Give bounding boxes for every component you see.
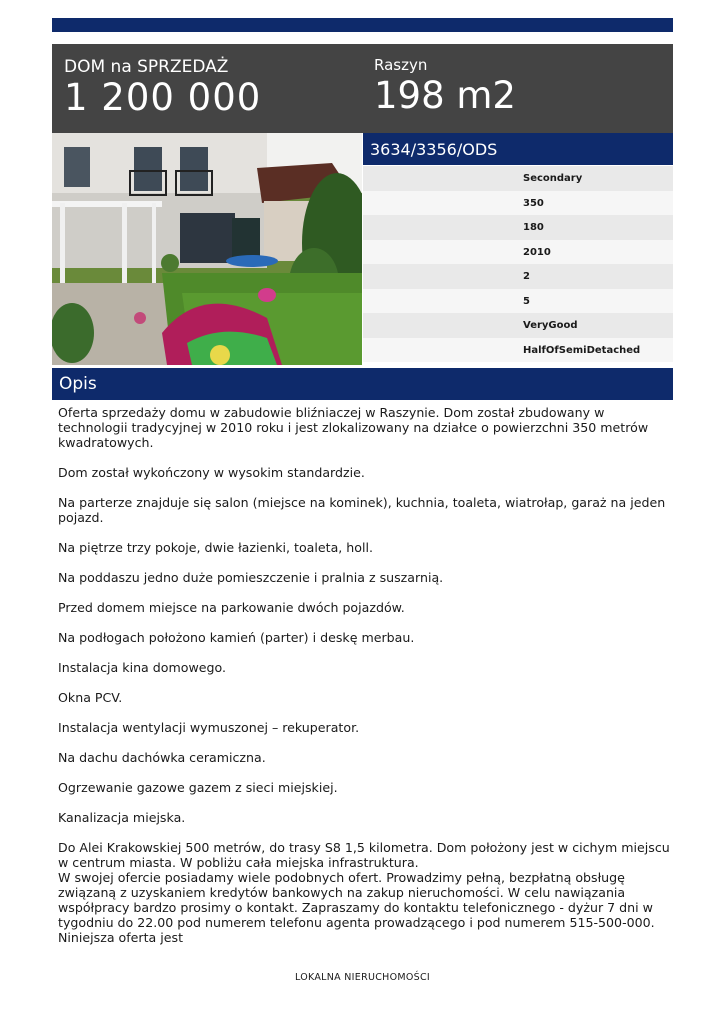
- description-paragraph: Dom został wykończony w wysokim standardzie.: [58, 465, 365, 480]
- spec-row-market: [363, 166, 673, 191]
- description-paragraph: Kanalizacja miejska.: [58, 810, 186, 825]
- description-paragraph: Na parterze znajduje się salon (miejsce na kominek), kuchnia, toaleta, wiatrołap, garaż na jeden pojazd.: [58, 495, 666, 525]
- description-paragraph: Instalacja wentylacji wymuszonej – rekuperator.: [58, 720, 360, 735]
- price: 1 200 000: [64, 76, 262, 119]
- description-paragraph: Ogrzewanie gazowe gazem z sieci miejskiej.: [58, 780, 338, 795]
- spec-value: Secondary: [523, 173, 583, 184]
- area: 198 m2: [374, 74, 516, 117]
- description-paragraph: Instalacja kina domowego.: [58, 660, 226, 675]
- spec-value: 180: [523, 222, 544, 233]
- description-paragraph: Do Alei Krakowskiej 500 metrów, do trasy S8 1,5 kilometra. Dom położony jest w cichym miejscu w centrum miasta. W pobliżu cała miejska infrastruktura.: [58, 840, 670, 870]
- top-accent-bar: [52, 18, 673, 32]
- footer-brand: LOKALNA NIERUCHOMOŚCI: [294, 972, 431, 983]
- description-paragraph: Okna PCV.: [58, 690, 123, 705]
- description-paragraph: Na piętrze trzy pokoje, dwie łazienki, toaleta, holl.: [58, 540, 373, 555]
- specs-table: [363, 166, 673, 362]
- description-paragraph: W swojej ofercie posiadamy wiele podobnych ofert. Prowadzimy pełną, bezpłatną obsługę związaną z uzyskaniem kredytów bankowych na zakup nieruchomości. W celu nawiązania współpracy bardzo prosimy o kontakt. Zapraszamy do kontaktu telefonicznego - dyżur 7 dni w tygodniu do 22.00 pod numerem telefonu agenta prowadzącego i pod numerem 515-500-000. Niniejsza oferta jest: [58, 870, 655, 945]
- reference-number: 3634/3356/ODS: [370, 140, 498, 159]
- spec-row-floors: [363, 264, 673, 289]
- spec-row-plot-area: [363, 191, 673, 216]
- spec-row-usable-area: [363, 215, 673, 240]
- reference-bar: [363, 133, 673, 165]
- description-paragraph: Przed domem miejsce na parkowanie dwóch pojazdów.: [58, 600, 405, 615]
- description-text: [58, 405, 670, 945]
- spec-value: VeryGood: [523, 320, 578, 331]
- spec-value: 5: [523, 295, 530, 307]
- description-paragraph: Na poddaszu jedno duże pomieszczenie i pralnia z suszarnią.: [58, 570, 444, 585]
- property-photo: [52, 133, 362, 365]
- description-paragraph: Na podłogach położono kamień (parter) i deskę merbau.: [58, 630, 415, 645]
- spec-value: 2010: [523, 246, 551, 258]
- spec-row-year-built: [363, 240, 673, 265]
- description-paragraph: Na dachu dachówka ceramiczna.: [58, 750, 266, 765]
- spec-value: 350: [523, 197, 544, 209]
- description-section-bar: [52, 368, 673, 400]
- section-title: Opis: [59, 374, 97, 394]
- description-paragraph: Oferta sprzedaży domu w zabudowie bliźniaczej w Raszynie. Dom został zbudowany w technologii tradycyjnej w 2010 roku i jest zlokalizowany na działce o powierzchni 350 metrów kwadratowych.: [58, 405, 649, 450]
- spec-row-building-type: [363, 338, 673, 363]
- spec-value: HalfOfSemiDetached: [523, 344, 641, 356]
- city: Raszyn: [374, 56, 428, 74]
- spec-row-rooms: [363, 289, 673, 314]
- listing-header: [52, 44, 673, 133]
- spec-value: 2: [523, 271, 530, 282]
- listing-type: DOM na SPRZEDAŻ: [64, 57, 229, 77]
- spec-row-condition: [363, 313, 673, 338]
